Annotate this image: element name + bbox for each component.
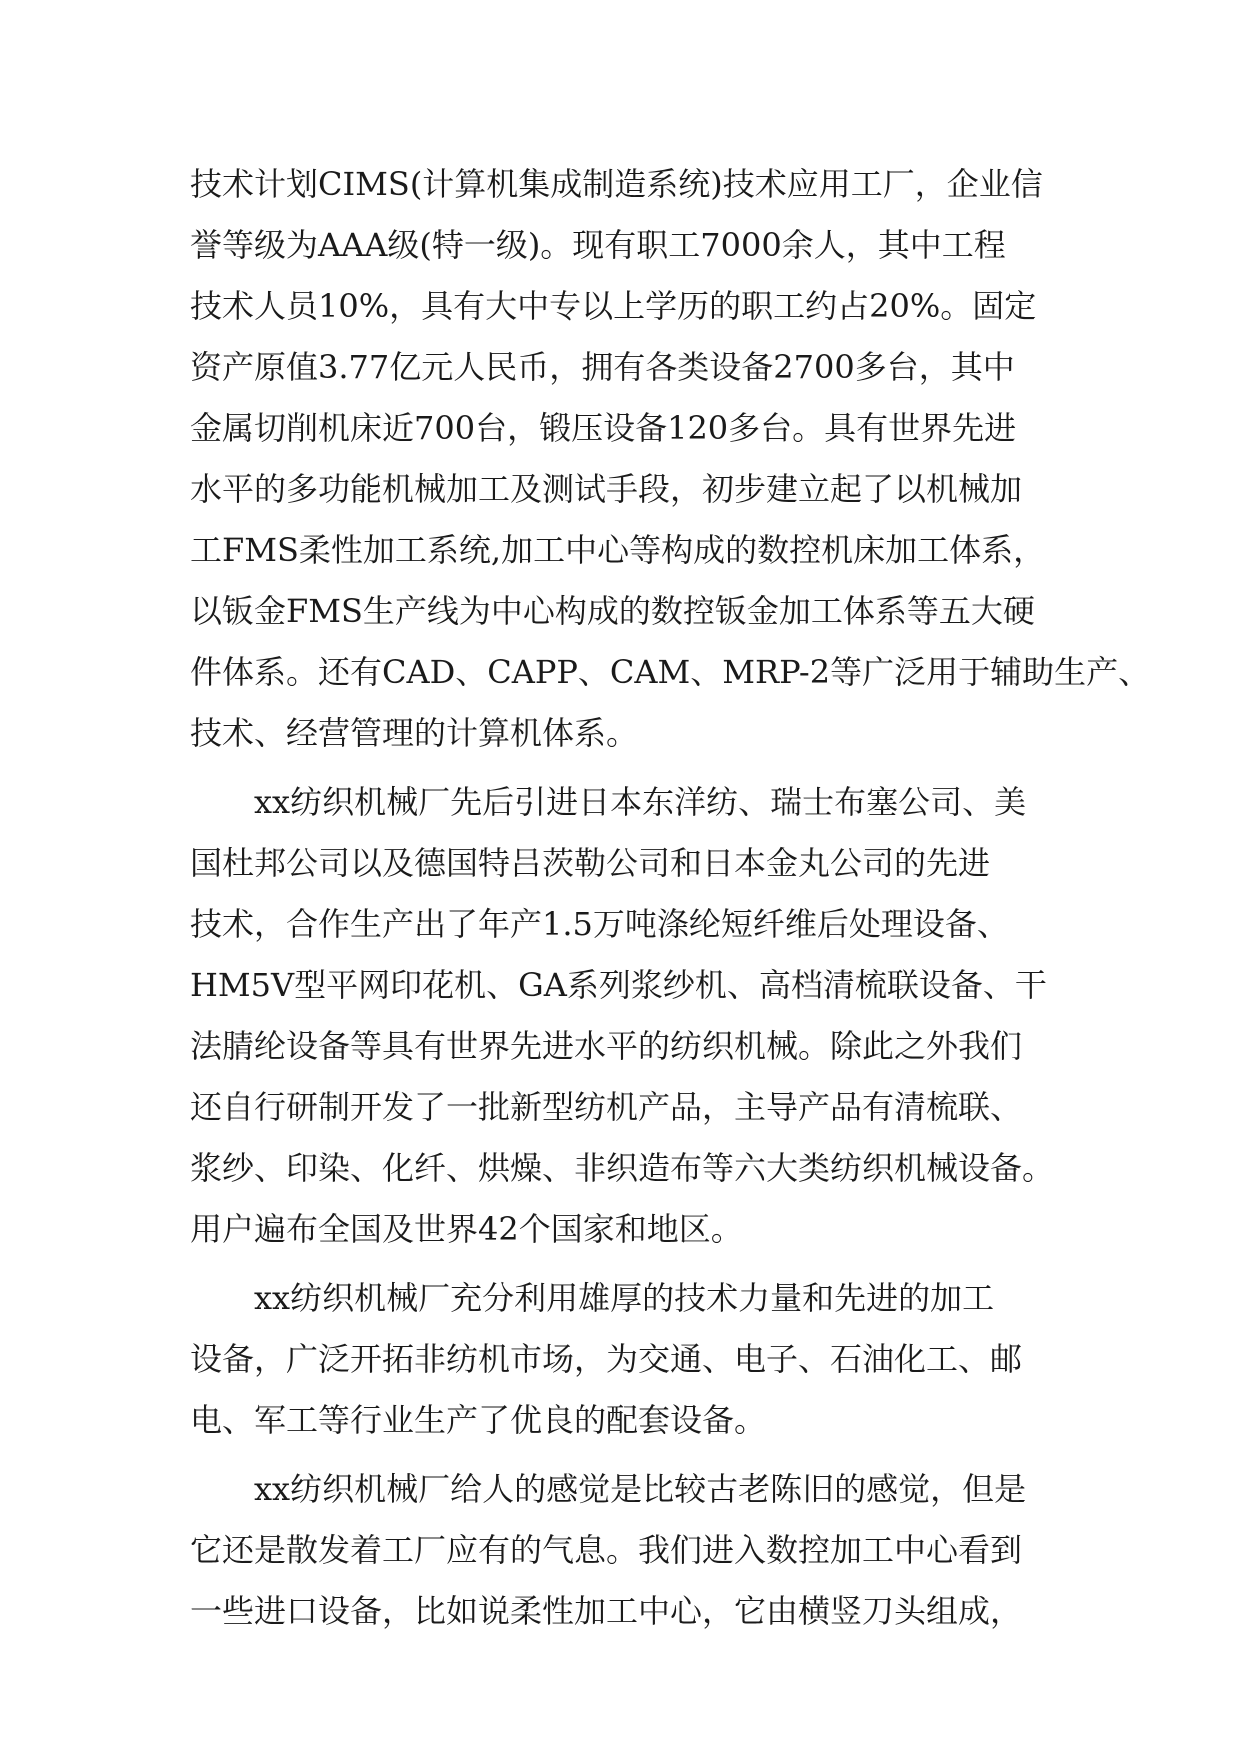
text-line: 用户遍布全国及世界42个国家和地区。 bbox=[190, 1210, 743, 1248]
paragraph-spacer bbox=[190, 1451, 1070, 1459]
text-line: 国杜邦公司以及德国特吕茨勒公司和日本金丸公司的先进 bbox=[190, 844, 991, 882]
text-line: 件体系。还有CAD、CAPP、CAM、MRP-2等广泛用于辅助生产、 bbox=[190, 653, 1151, 691]
text-line: 技术，合作生产出了年产1.5万吨涤纶短纤维后处理设备、 bbox=[190, 905, 1009, 943]
paragraph-2 bbox=[190, 772, 1070, 1260]
text-line: 还自行研制开发了一批新型纺机产品，主导产品有清梳联、 bbox=[190, 1088, 1023, 1126]
text-line: 一些进口设备，比如说柔性加工中心，它由横竖刀头组成， bbox=[190, 1592, 1023, 1630]
text-line: xx纺织机械厂先后引进日本东洋纺、瑞士布塞公司、美 bbox=[254, 783, 1027, 821]
text-line: 技术人员10%，具有大中专以上学历的职工约占20%。固定 bbox=[190, 287, 1037, 325]
text-line: 技术、经营管理的计算机体系。 bbox=[190, 714, 639, 752]
text-line: 工FMS柔性加工系统,加工中心等构成的数控机床加工体系， bbox=[190, 531, 1046, 569]
text-line: 誉等级为AAA级(特一级)。现有职工7000余人，其中工程 bbox=[190, 226, 1006, 264]
paragraph-1 bbox=[190, 154, 1151, 764]
text-line: xx纺织机械厂给人的感觉是比较古老陈旧的感觉，但是 bbox=[254, 1470, 1027, 1508]
text-line: 水平的多功能机械加工及测试手段，初步建立起了以机械加 bbox=[190, 470, 1023, 508]
text-line: 技术计划CIMS(计算机集成制造系统)技术应用工厂，企业信 bbox=[190, 165, 1043, 203]
text-line: 它还是散发着工厂应有的气息。我们进入数控加工中心看到 bbox=[190, 1531, 1023, 1569]
document-body bbox=[190, 154, 1151, 1642]
text-line: 资产原值3.77亿元人民币，拥有各类设备2700多台，其中 bbox=[190, 348, 1015, 386]
text-line: 法腈纶设备等具有世界先进水平的纺织机械。除此之外我们 bbox=[190, 1027, 1023, 1065]
text-line: 浆纱、印染、化纤、烘燥、非织造布等六大类纺织机械设备。 bbox=[190, 1149, 1055, 1187]
paragraph-3 bbox=[190, 1268, 1070, 1451]
text-line: HM5V型平网印花机、GA系列浆纱机、高档清梳联设备、干 bbox=[190, 966, 1047, 1004]
paragraph-4 bbox=[190, 1459, 1070, 1642]
text-line: xx纺织机械厂充分利用雄厚的技术力量和先进的加工 bbox=[254, 1279, 995, 1317]
paragraph-spacer bbox=[190, 1260, 1070, 1268]
paragraph-spacer bbox=[190, 764, 1070, 772]
text-line: 电、军工等行业生产了优良的配套设备。 bbox=[190, 1401, 767, 1439]
text-line: 金属切削机床近700台，锻压设备120多台。具有世界先进 bbox=[190, 409, 1017, 447]
text-line: 设备，广泛开拓非纺机市场，为交通、电子、石油化工、邮 bbox=[190, 1340, 1023, 1378]
text-line: 以钣金FMS生产线为中心构成的数控钣金加工体系等五大硬 bbox=[190, 592, 1035, 630]
